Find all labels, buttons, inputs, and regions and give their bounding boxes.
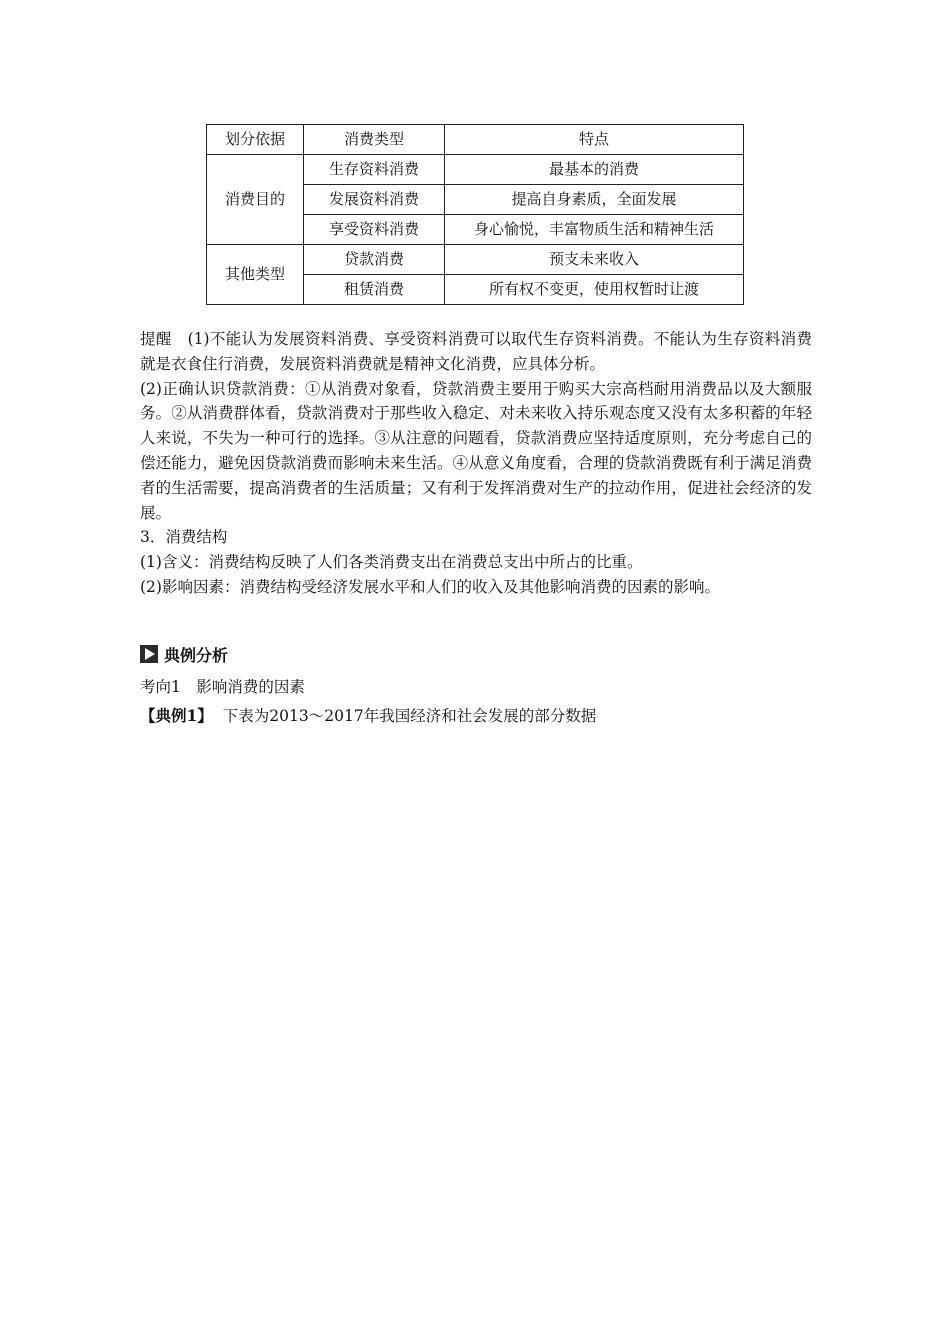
feature-cell: 预支未来收入: [445, 245, 744, 275]
type-cell: 享受资料消费: [304, 215, 445, 245]
section-title: 3．消费结构: [140, 528, 228, 547]
body-text: [140, 327, 812, 600]
type-cell: 发展资料消费: [304, 185, 445, 215]
section-heading-text: 典例分析: [164, 645, 229, 665]
basis-cell: 其他类型: [207, 245, 304, 305]
consumption-classification-table: [206, 124, 744, 305]
feature-cell: 身心愉悦，丰富物质生活和精神生活: [445, 215, 744, 245]
example-label: 【典例1】: [140, 706, 213, 725]
feature-cell: 所有权不变更，使用权暂时让渡: [445, 275, 744, 305]
type-cell: 生存资料消费: [304, 155, 445, 185]
reminder-paragraph: 提醒 (1)不能认为发展资料消费、享受资料消费可以取代生存资料消费。不能认为生存资料消费就是衣食住行消费，发展资料消费就是精神文化消费，应具体分析。: [140, 330, 812, 373]
definition-paragraph: (1)含义：消费结构反映了人们各类消费支出在消费总支出中所占的比重。: [140, 553, 643, 572]
type-cell: 贷款消费: [304, 245, 445, 275]
loan-consumption-paragraph: (2)正确认识贷款消费：①从消费对象看，贷款消费主要用于购买大宗高档耐用消费品以及大额服务。②从消费群体看，贷款消费对于那些收入稳定、对未来收入持乐观态度又没有太多积蓄的年轻人来说，不失为一种可行的选择。③从注意的问题看，贷款消费应坚持适度原则，充分考虑自己的偿还能力，避免因贷款消费而影响未来生活。④从意义角度看，合理的贷款消费既有利于满足消费者的生活需要，提高消费者的生活质量；又有利于发挥消费对生产的拉动作用，促进社会经济的发展。: [140, 379, 812, 522]
header-cell: 消费类型: [304, 125, 445, 155]
play-triangle-icon: [140, 645, 158, 663]
example-line: [140, 704, 596, 728]
kaoxiang-line: 考向1 影响消费的因素: [140, 678, 305, 696]
table-row: [207, 245, 744, 275]
table-row: [207, 155, 744, 185]
feature-cell: 最基本的消费: [445, 155, 744, 185]
type-cell: 租赁消费: [304, 275, 445, 305]
header-cell: 特点: [445, 125, 744, 155]
section-heading: [140, 643, 228, 665]
basis-cell: 消费目的: [207, 155, 304, 245]
table-header-row: [207, 125, 744, 155]
example-text: 下表为2013～2017年我国经济和社会发展的部分数据: [222, 707, 597, 725]
feature-cell: 提高自身素质，全面发展: [445, 185, 744, 215]
header-cell: 划分依据: [207, 125, 304, 155]
factor-paragraph: (2)影响因素：消费结构受经济发展水平和人们的收入及其他影响消费的因素的影响。: [140, 577, 720, 596]
